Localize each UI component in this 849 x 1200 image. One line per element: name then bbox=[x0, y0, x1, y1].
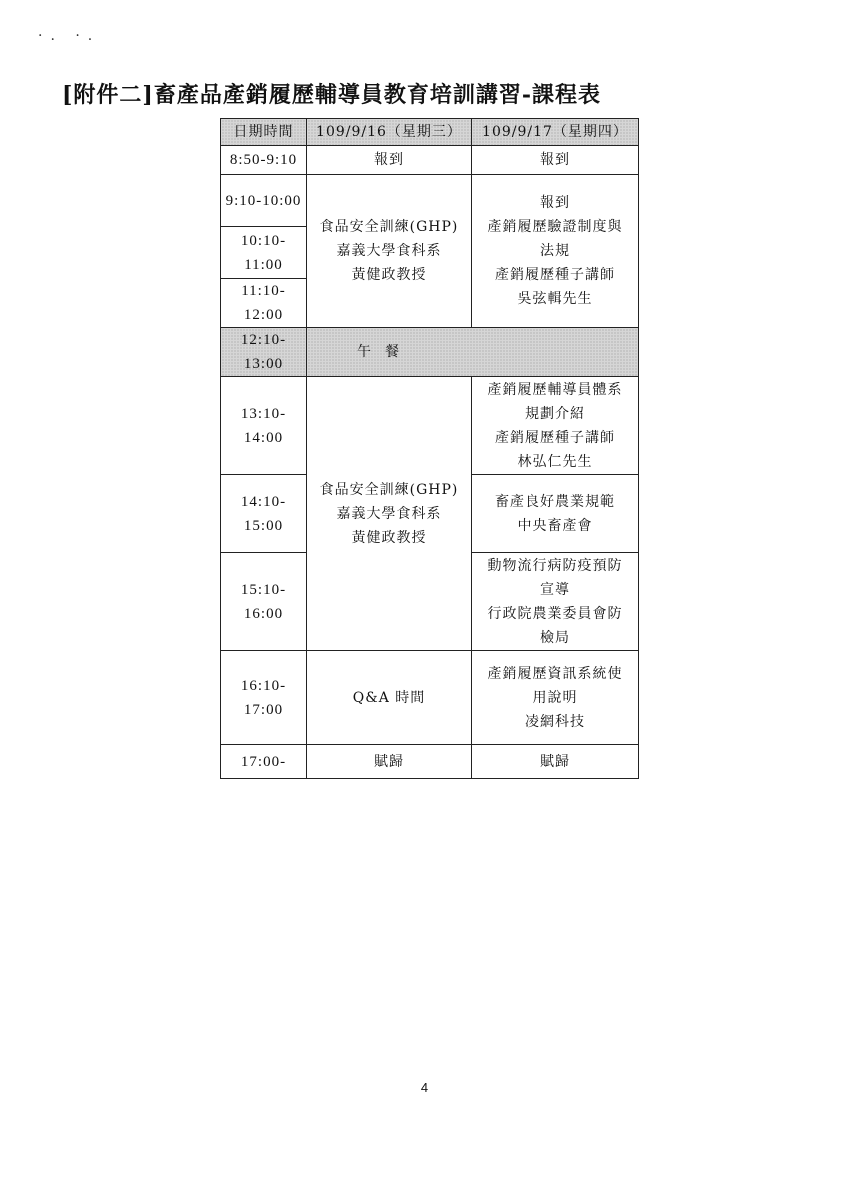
page-title: [附件二]畜產品產銷履歷輔導員教育培訓講習-課程表 bbox=[62, 82, 601, 108]
table-row bbox=[221, 651, 639, 745]
table-row bbox=[221, 745, 639, 779]
time-cell: 9:10-10:00 bbox=[221, 175, 307, 227]
table-row bbox=[221, 377, 639, 475]
day1-cell: Q&A 時間 bbox=[307, 651, 472, 745]
time-cell: 12:10-13:00 bbox=[221, 328, 307, 377]
day2-morning-session: 報到 產銷履歷驗證制度與 法規 產銷履歷種子講師 吳弦輯先生 bbox=[472, 175, 639, 328]
time-cell: 14:10-15:00 bbox=[221, 475, 307, 553]
day1-cell: 賦歸 bbox=[307, 745, 472, 779]
day2-cell: 報到 bbox=[472, 146, 639, 175]
lunch-label: 午餐 bbox=[307, 328, 639, 377]
page-number: 4 bbox=[420, 1080, 429, 1095]
time-cell: 17:00- bbox=[221, 745, 307, 779]
table-row bbox=[221, 146, 639, 175]
time-cell: 16:10-17:00 bbox=[221, 651, 307, 745]
time-cell: 10:10-11:00 bbox=[221, 227, 307, 279]
day2-cell: 賦歸 bbox=[472, 745, 639, 779]
day1-afternoon-session: 食品安全訓練(GHP) 嘉義大學食科系 黃健政教授 bbox=[307, 377, 472, 651]
table-row bbox=[221, 175, 639, 227]
day2-session-1310: 產銷履歷輔導員體系 規劃介紹 產銷履歷種子講師 林弘仁先生 bbox=[472, 377, 639, 475]
header-day1: 109/9/16（星期三） bbox=[307, 119, 472, 146]
day2-session-1510: 動物流行病防疫預防 宣導 行政院農業委員會防 檢局 bbox=[472, 553, 639, 651]
header-time: 日期時間 bbox=[221, 119, 307, 146]
header-day2: 109/9/17（星期四） bbox=[472, 119, 639, 146]
lunch-row bbox=[221, 328, 639, 377]
time-cell: 8:50-9:10 bbox=[221, 146, 307, 175]
day2-session-1610: 產銷履歷資訊系統使 用說明 凌網科技 bbox=[472, 651, 639, 745]
scan-specks: ·. ·. bbox=[38, 28, 101, 44]
table-header-row bbox=[221, 119, 639, 146]
schedule-table bbox=[220, 118, 639, 779]
day1-morning-session: 食品安全訓練(GHP) 嘉義大學食科系 黃健政教授 bbox=[307, 175, 472, 328]
day2-session-1410: 畜產良好農業規範 中央畜產會 bbox=[472, 475, 639, 553]
time-cell: 13:10-14:00 bbox=[221, 377, 307, 475]
time-cell: 11:10-12:00 bbox=[221, 279, 307, 328]
day1-cell: 報到 bbox=[307, 146, 472, 175]
time-cell: 15:10-16:00 bbox=[221, 553, 307, 651]
